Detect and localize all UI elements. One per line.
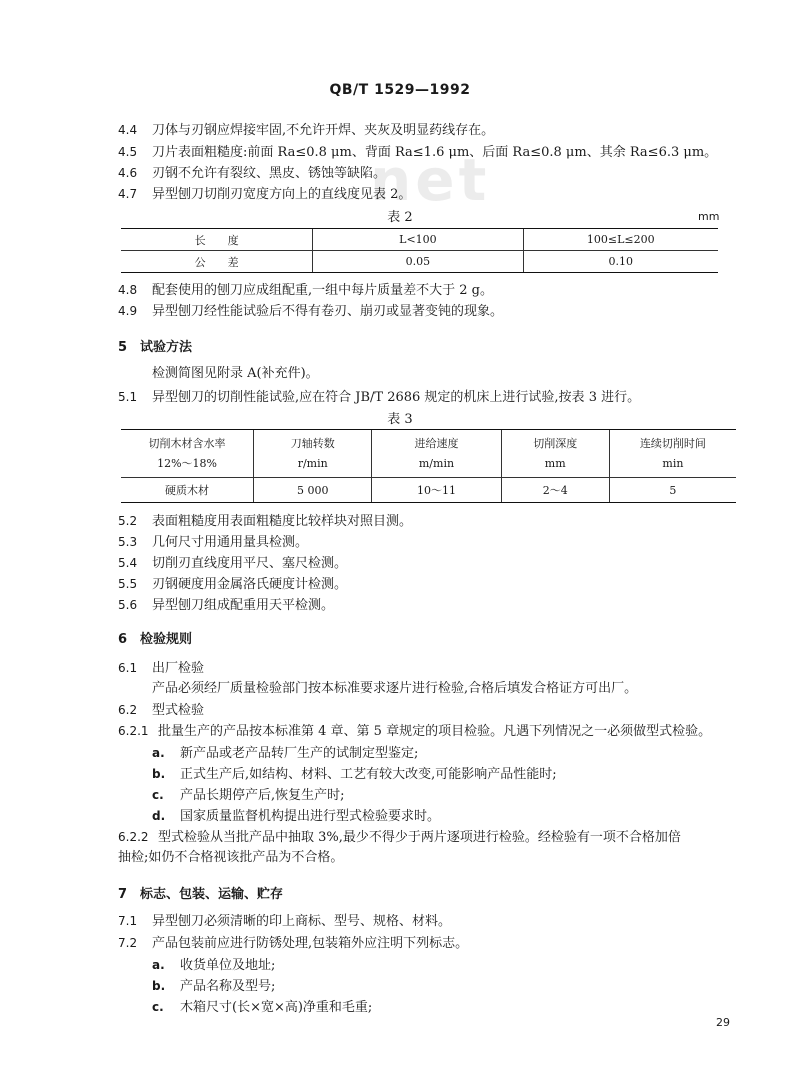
section-number: 6 bbox=[118, 632, 128, 647]
clause-7-1 bbox=[118, 912, 451, 931]
clause-number: 4.7 bbox=[118, 187, 138, 201]
table-row bbox=[121, 229, 718, 251]
table-cell: 5 000 bbox=[254, 478, 372, 503]
list-item bbox=[152, 998, 372, 1017]
table-cell: 5 bbox=[609, 478, 736, 503]
clause-text: 型式检验从当批产品中抽取 3%,最少不得少于两片逐项进行检验。经检验有一项不合格加倍 bbox=[158, 830, 681, 845]
clause-text: 配套使用的刨刀应成组配重,一组中每片质量差不大于 2 g。 bbox=[152, 283, 493, 298]
clause-text: 几何尺寸用通用量具检测。 bbox=[152, 535, 309, 550]
clause-number: 4.8 bbox=[118, 283, 138, 297]
table-cell: 2～4 bbox=[501, 478, 609, 503]
clause-title: 出厂检验 bbox=[152, 661, 205, 676]
clause-number: 5.3 bbox=[118, 535, 138, 549]
clause-title: 型式检验 bbox=[152, 703, 205, 718]
clause-number: 6.1 bbox=[118, 661, 138, 675]
clause-4-7 bbox=[118, 185, 411, 204]
section-7-heading bbox=[118, 883, 283, 902]
clause-number: 4.4 bbox=[118, 123, 138, 137]
clause-number: 7.1 bbox=[118, 914, 138, 928]
table-header-row bbox=[121, 430, 736, 478]
list-text: 正式生产后,如结构、材料、工艺有较大改变,可能影响产品性能时; bbox=[180, 767, 557, 782]
clause-text: 批量生产的产品按本标准第 4 章、第 5 章规定的项目检验。凡遇下列情况之一必须做型式检验。 bbox=[158, 724, 712, 739]
clause-text: 异型刨刀的切削性能试验,应在符合 JB/T 2686 规定的机床上进行试验,按表 3 进行。 bbox=[152, 390, 641, 405]
list-item bbox=[152, 786, 345, 805]
clause-6-2-2-cont: 抽检;如仍不合格视该批产品为不合格。 bbox=[118, 850, 344, 865]
clause-text: 刀体与刃钢应焊接牢固,不允许开焊、夹灰及明显药线存在。 bbox=[152, 123, 495, 138]
section-5-intro: 检测简图见附录 A(补充件)。 bbox=[152, 366, 319, 381]
clause-5-1 bbox=[118, 388, 640, 407]
clause-6-1-text: 产品必须经厂质量检验部门按本标准要求逐片进行检验,合格后填发合格证方可出厂。 bbox=[152, 681, 638, 696]
list-letter: c. bbox=[152, 788, 164, 802]
clause-text: 产品包装前应进行防锈处理,包装箱外应注明下列标志。 bbox=[152, 936, 469, 951]
list-item bbox=[152, 807, 440, 826]
clause-text: 异型刨刀必须清晰的印上商标、型号、规格、材料。 bbox=[152, 914, 452, 929]
list-text: 国家质量监督机构提出进行型式检验要求时。 bbox=[180, 809, 441, 824]
clause-text: 异型刨刀经性能试验后不得有卷刃、崩刃或显著变钝的现象。 bbox=[152, 304, 504, 319]
table-header-cell: 连续切削时间 min bbox=[609, 430, 736, 478]
clause-5-3 bbox=[118, 533, 308, 552]
clause-number: 5.2 bbox=[118, 514, 138, 528]
clause-number: 6.2.1 bbox=[118, 724, 149, 738]
table-3 bbox=[121, 429, 736, 503]
clause-4-8 bbox=[118, 281, 493, 300]
list-text: 产品长期停产后,恢复生产时; bbox=[180, 788, 345, 803]
clause-number: 7.2 bbox=[118, 936, 138, 950]
list-letter: a. bbox=[152, 746, 165, 760]
clause-number: 4.6 bbox=[118, 166, 138, 180]
list-text: 木箱尺寸(长×宽×高)净重和毛重; bbox=[180, 1000, 373, 1015]
clause-4-9 bbox=[118, 302, 503, 321]
clause-number: 5.5 bbox=[118, 577, 138, 591]
table2-caption: 表 2 bbox=[387, 210, 413, 225]
section-6-heading bbox=[118, 628, 192, 647]
clause-6-2-2 bbox=[118, 828, 681, 847]
clause-5-4 bbox=[118, 554, 347, 573]
table-cell: 0.10 bbox=[523, 251, 718, 273]
section-5-heading bbox=[118, 336, 192, 355]
clause-4-4 bbox=[118, 121, 494, 140]
clause-text: 切削刃直线度用平尺、塞尺检测。 bbox=[152, 556, 348, 571]
list-item bbox=[152, 744, 418, 763]
table-cell: 100≤L≤200 bbox=[523, 229, 718, 251]
clause-number: 4.5 bbox=[118, 145, 138, 159]
clause-number: 5.4 bbox=[118, 556, 138, 570]
list-item bbox=[152, 977, 275, 996]
table3-caption: 表 3 bbox=[387, 412, 413, 427]
clause-7-2 bbox=[118, 934, 468, 953]
table-header-cell: 切削深度 mm bbox=[501, 430, 609, 478]
clause-text: 异型刨刀切削刃宽度方向上的直线度见表 2。 bbox=[152, 187, 412, 202]
section-number: 5 bbox=[118, 340, 128, 355]
table-cell: 公 差 bbox=[121, 251, 313, 273]
section-title: 标志、包装、运输、贮存 bbox=[140, 887, 284, 902]
clause-4-5 bbox=[118, 143, 717, 162]
clause-6-2 bbox=[118, 701, 204, 720]
table-2 bbox=[121, 228, 718, 273]
clause-5-6 bbox=[118, 596, 334, 615]
list-item bbox=[152, 765, 557, 784]
table-cell: L<100 bbox=[313, 229, 523, 251]
clause-text: 刃钢硬度用金属洛氏硬度计检测。 bbox=[152, 577, 348, 592]
watermark: net bbox=[370, 146, 491, 214]
clause-5-2 bbox=[118, 512, 412, 531]
list-letter: a. bbox=[152, 958, 165, 972]
section-title: 试验方法 bbox=[140, 340, 193, 355]
clause-text: 表面粗糙度用表面粗糙度比较样块对照目测。 bbox=[152, 514, 413, 529]
table-header-cell: 刀轴转数 r/min bbox=[254, 430, 372, 478]
section-number: 7 bbox=[118, 887, 128, 902]
list-letter: b. bbox=[152, 979, 166, 993]
list-letter: b. bbox=[152, 767, 166, 781]
table-header-cell: 切削木材含水率 12%～18% bbox=[121, 430, 254, 478]
list-text: 收货单位及地址; bbox=[180, 958, 276, 973]
list-text: 产品名称及型号; bbox=[180, 979, 276, 994]
clause-number: 6.2 bbox=[118, 703, 138, 717]
list-letter: c. bbox=[152, 1000, 164, 1014]
clause-6-2-1 bbox=[118, 722, 711, 741]
clause-number: 6.2.2 bbox=[118, 830, 149, 844]
page-number: 29 bbox=[716, 1016, 730, 1029]
table-cell: 0.05 bbox=[313, 251, 523, 273]
table2-unit: mm bbox=[698, 210, 720, 223]
clause-number: 5.1 bbox=[118, 390, 138, 404]
table-cell: 硬质木材 bbox=[121, 478, 254, 503]
table-row bbox=[121, 251, 718, 273]
table-header-cell: 进给速度 m/min bbox=[372, 430, 501, 478]
clause-number: 5.6 bbox=[118, 598, 138, 612]
clause-text: 异型刨刀组成配重用天平检测。 bbox=[152, 598, 335, 613]
clause-text: 刀片表面粗糙度:前面 Ra≤0.8 μm、背面 Ra≤1.6 μm、后面 Ra≤0.8 μm、其余 Ra≤6.3 μm。 bbox=[152, 145, 718, 160]
clause-5-5 bbox=[118, 575, 347, 594]
clause-4-6 bbox=[118, 164, 386, 183]
table-cell: 长 度 bbox=[121, 229, 313, 251]
list-item bbox=[152, 956, 275, 975]
clause-6-1 bbox=[118, 659, 204, 678]
list-text: 新产品或老产品转厂生产的试制定型鉴定; bbox=[180, 746, 419, 761]
table-cell: 10～11 bbox=[372, 478, 501, 503]
list-letter: d. bbox=[152, 809, 166, 823]
table-row bbox=[121, 478, 736, 503]
section-title: 检验规则 bbox=[140, 632, 193, 647]
page-header: QB/T 1529—1992 bbox=[329, 82, 471, 98]
clause-number: 4.9 bbox=[118, 304, 138, 318]
clause-text: 刃钢不允许有裂纹、黑皮、锈蚀等缺陷。 bbox=[152, 166, 387, 181]
